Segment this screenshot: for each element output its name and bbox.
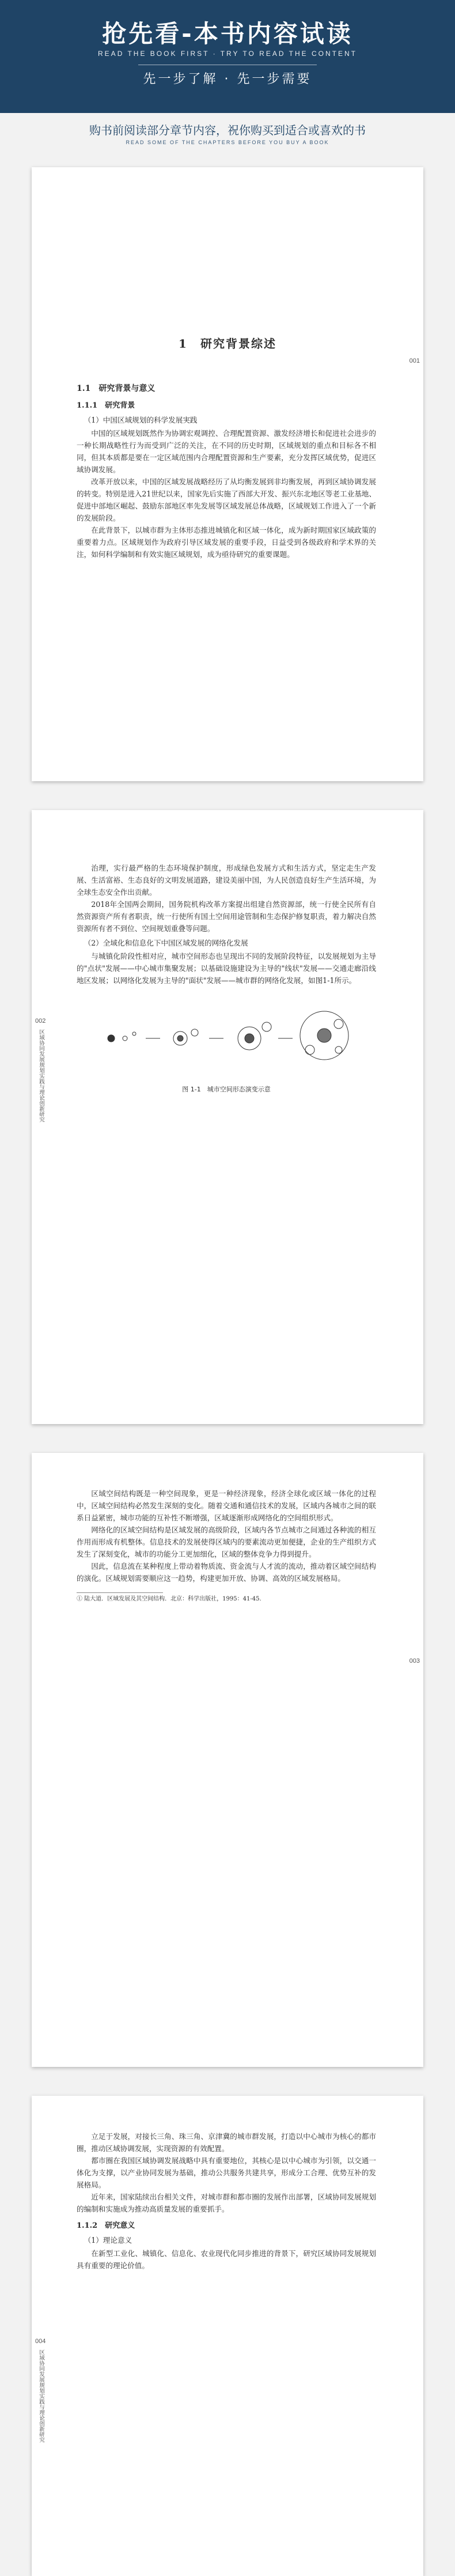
footnote-rule [77,1592,163,1593]
page-number: 004 [35,2338,46,2345]
paragraph: 在此背景下，以城市群为主体形态推进城镇化和区域一体化，成为新时期国家区域政策的重要着力点。区域规划作为政府引导区域发展的重要手段，日益受到各级政府和学术界的关注，如何科学编制和有效实施区域规划，成为亟待研究的重要课题。 [77,526,376,559]
header-banner [0,0,455,113]
urban-form-diagram [77,992,376,1079]
page-number: 002 [35,1018,46,1025]
subsection-heading: 1.1.2 研究意义 [77,2221,135,2230]
paragraph: 在新型工业化、城镇化、信息化、农业现代化同步推进的背景下，研究区域协同发展规划具有重要的理论价值。 [77,2249,376,2270]
paragraph: 改革开放以来，中国的区域发展战略经历了从均衡发展到非均衡发展，再到区域协调发展的转变。特别是进入21世纪以来，国家先后实施了西部大开发、振兴东北地区等老工业基地、促进中部地区崛起、鼓励东部地区率先发展等区域发展总体战略，区域规划工作进入了一个新的发展阶段。 [77,477,376,522]
book-page-4: 立足于发展，对接长三角、珠三角、京津冀的城市群发展，打造以中心城市为核心的都市圈，推动区域协调发展，实现资源的有效配置。 都市圈在我国区域协调发展战略中具有重要地位，其核心是以中心城市为引领，以交通一体化为支撑，以产业协同发展为基础，推动公共服务共建共享，形成分工合理、优势互补的发展格局。 近年来，国家陆续出台相关文件，对城市群和都市圈的发展作出部署，区域协同发展规划的编制和实施成为推动高质量发展的重要抓手。 1.1.2 研究意义 （1）理论意义 在新型工业化、城镇化、信息化、农业现代化同步推进的背景下，研究区域协同发展规划具有重要的理论价值。 区域协同发展规划实践与理论创新研究 004 [32,2096,423,2576]
banner-slogan: 先一步了解 · 先一步需要 [143,72,312,86]
paragraph: 近年来，国家陆续出台相关文件，对城市群和都市圈的发展作出部署，区域协同发展规划的编制和实施成为推动高质量发展的重要抓手。 [77,2193,376,2213]
page-number: 001 [409,357,420,364]
paragraph: 中国的区域规划既然作为协调宏观调控、合理配置资源、激发经济增长和促进社会进步的一种长期战略性行为而受到广泛的关注，在不同的历史时期，区域规划的重点和目标各不相同，但其本质都是要在一定区域范围内合理配置资源和生产要素，充分发挥区域优势，促进区域协调发展。 [77,429,376,474]
heading-4: （2）全域化和信息化下中国区域发展的网络化发展 [84,939,248,947]
page-1-body [77,375,376,560]
paragraph: 与城镇化阶段性相对应，城市空间形态也呈现出不同的发展阶段特征，以发展规划为主导的"点状"发展——中心城市集聚发展；以基础设施建设为主导的"线状"发展——交通走廊沿线地区发展；以网络化发展为主导的"面状"发展——城市群的网络化发展，如图1-1所示。 [77,952,376,985]
paragraph: 网络化的区域空间结构是区域发展的高级阶段，区域内各节点城市之间通过各种流的相互作用而形成有机整体。信息技术的发展使得区域内的要素流动更加便捷，企业的生产组织方式发生了深刻变化，城市的功能分工更加细化，区域的整体竞争力得到提升。 [77,1526,376,1558]
paragraph: 因此，信息流在某种程度上带动着物质流、资金流与人才流的流动，推动着区域空间结构的演化。区域规划需要顺应这一趋势，构建更加开放、协调、高效的区域发展格局。 [77,1562,376,1583]
page-number: 003 [409,1658,420,1664]
heading-4: （1）中国区域规划的科学发展実践 [84,416,198,424]
paragraph: 立足于发展，对接长三角、珠三角、京津冀的城市群发展，打造以中心城市为核心的都市圈，推动区域协调发展，实现资源的有效配置。 [77,2132,376,2153]
page-2-body [77,862,376,1096]
book-page-3 [32,1453,423,2067]
page-4-body [77,2130,376,2272]
banner-english: READ THE BOOK FIRST · TRY TO READ THE CONTENT [98,50,357,58]
chapter-title: 1 研究背景综述 [179,337,276,351]
paragraph: 区域空间结构既是一种空间现象，更是一种经济现象，经济全球化或区域一体化的过程中，区域空间结构必然发生深刻的变化。随着交通和通信技术的发展，区域内各城市之间的联系日益紧密，城市功能的互补性不断增强，区域逐渐形成网络化的空间组织形式。 [77,1489,376,1522]
section-heading: 1.1 研究背景与意义 [77,384,156,393]
figure-1-1 [77,992,376,1093]
paragraph: 2018年全国两会期间，国务院机构改革方案提出组建自然资源部，统一行使全民所有自然资源资产所有者职责，统一行使所有国土空间用途管制和生态保护修复职责，着力解决自然资源所有者不到位、空间规划重叠等问题。 [77,900,376,933]
banner-title: 抢先看-本书内容试读 [102,20,353,48]
subsection-heading: 1.1.1 研究背景 [77,401,135,410]
footnote: ① 陆大道．区域发展及其空间结构．北京：科学出版社，1995：41-45. [77,1596,261,1602]
paragraph: 治理，实行最严格的生态环境保护制度，形成绿色发展方式和生活方式，坚定走生产发展、生活富裕、生态良好的文明发展道路，建设美丽中国，为人民创造良好生产生活环境，为全球生态安全作出贡献。 [77,864,376,897]
subhead-english: READ SOME OF THE CHAPTERS BEFORE YOU BUY A BOOK [126,140,329,145]
page-3-body [77,1487,376,1603]
book-page-1 [32,167,423,781]
figure-caption: 图 1-1 城市空间形态演变示意 [182,1086,271,1093]
paragraph: 都市圈在我国区域协调发展战略中具有重要地位，其核心是以中心城市为引领，以交通一体化为支撑，以产业协同发展为基础，推动公共服务共建共享，形成分工合理、优势互补的发展格局。 [77,2156,376,2189]
subhead-text: 购书前阅读部分章节内容，祝你购买到适合或喜欢的书 [89,123,366,137]
book-page-2: 治理，实行最严格的生态环境保护制度，形成绿色发展方式和生活方式，坚定走生产发展、生活富裕、生态良好的文明发展道路，建设美丽中国，为人民创造良好生产生活环境，为全球生态安全作出贡献。 2018年全国两会期间，国务院机构改革方案提出组建自然资源部，统一行使全民所有自然资源资产所有者职责，统一行使所有国土空间用途管制和生态保护修复职责，着力解决自然资源所有者不到位、空间规划重叠等问题。 （2）全域化和信息化下中国区域发展的网络化发展 与城镇化阶段性相对应，城市空间形态也呈现出不同的发展阶段特征，以发展规划为主导的"点状"发展——中心城市集聚发展；以基础设施建设为主导的"线状"发展——交通走廊沿线地区发展；以网络化发展为主导的"面状"发展——城市群的网络化发展，如图1-1所示。 图 1-1 城市空间形态演变示意 区域协同发展规划实践与理论创新研究 002 [32,810,423,1424]
heading-4: （1）理论意义 [84,2236,132,2244]
